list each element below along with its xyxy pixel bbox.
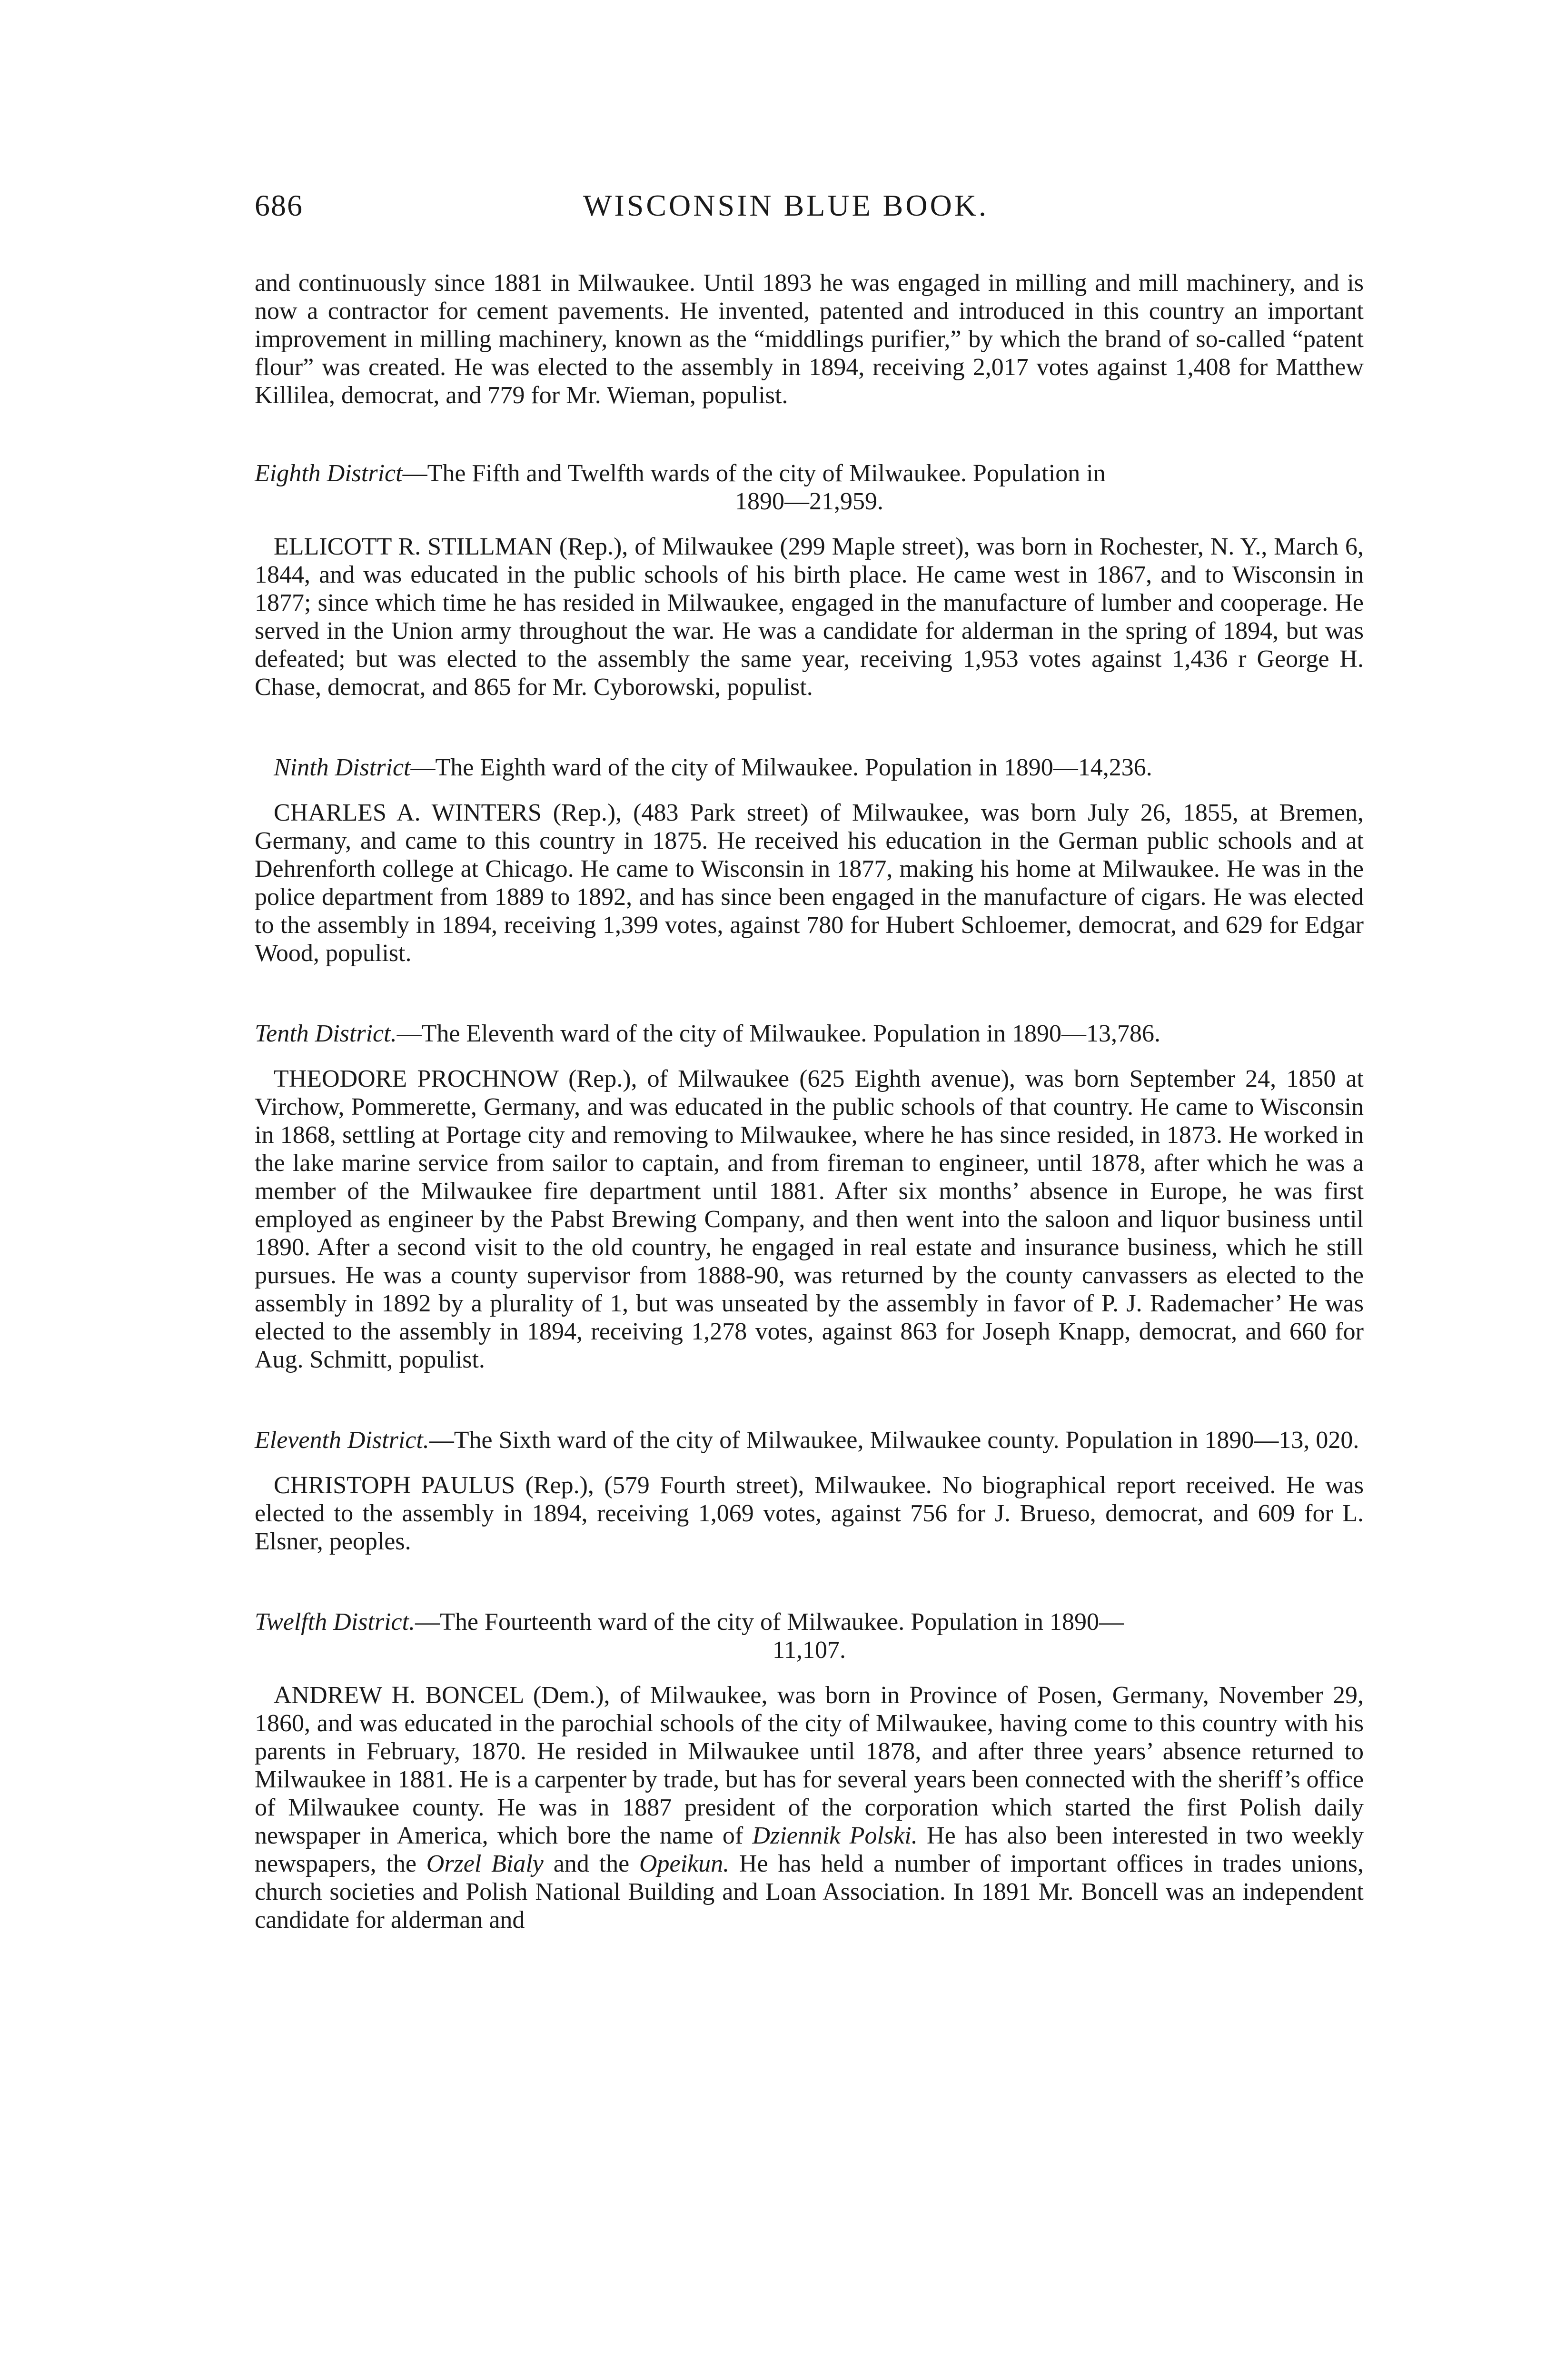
- biography-boncel: [255, 1681, 1364, 1934]
- district-heading-eighth: [255, 459, 1364, 516]
- district-name: Eleventh District.: [255, 1427, 429, 1454]
- biography-winters: CHARLES A. WINTERS (Rep.), (483 Park street) of Milwaukee, was born July 26, 1855, at Bremen, Germany, and came to this country in 1875. He received his education in the German public schools and at Dehrenforth college at Chicago. He came to Wisconsin in 1877, making his home at Milwaukee. He was in the police department from 1889 to 1892, and has since been engaged in the manufacture of cigars. He was elected to the assembly in 1894, receiving 1,399 votes, against 780 for Hubert Schloemer, democrat, and 629 for Edgar Wood, populist.: [255, 799, 1364, 967]
- biography-paulus: CHRISTOPH PAULUS (Rep.), (579 Fourth street), Milwaukee. No biographical report received. He was elected to the assembly in 1894, receiving 1,069 votes, against 756 for J. Brueso, democrat, and 609 for L. Elsner, peoples.: [255, 1472, 1364, 1555]
- running-head: WISCONSIN BLUE BOOK.: [583, 188, 989, 222]
- page-number: 686: [255, 188, 303, 222]
- district-population: 1890—21,959.: [735, 488, 883, 515]
- district-heading-eleventh: [255, 1426, 1364, 1454]
- district-heading-ninth: [255, 754, 1364, 782]
- district-name: Eighth District: [255, 460, 403, 487]
- district-description: —The Fifth and Twelfth wards of the city of Milwaukee. Population in: [402, 460, 1106, 487]
- biography-text: He has held a number of important offices in trades unions, church societies and Polish National Building and Loan Association. In 1891 Mr. Boncell was an independent candidate for alderman and: [255, 1850, 1364, 1934]
- biography-text: He has also been interested in two weekly newspapers, the: [255, 1822, 1364, 1877]
- biography-prochnow: THEODORE PROCHNOW (Rep.), of Milwaukee (625 Eighth avenue), was born September 24, 1850 at Virchow, Pommerette, Germany, and was educated in the public schools of that country. He came to Wisconsin in 1868, settling at Portage city and removing to Milwaukee, where he has since resided, in 1873. He worked in the lake marine service from sailor to captain, and from fireman to engineer, until 1878, after which he was a member of the Milwaukee fire department until 1881. After six months’ absence in Europe, he was first employed as engineer by the Pabst Brewing Company, and then went into the saloon and liquor business until 1890. After a second visit to the old country, he engaged in real estate and insurance business, which he still pursues. He was a county supervisor from 1888-90, was returned by the county canvassers as elected to the assembly in 1892 by a plurality of 1, but was unseated by the assembly in favor of P. J. Rademacher’ He was elected to the assembly in 1894, receiving 1,278 votes, against 863 for Joseph Knapp, democrat, and 660 for Aug. Schmitt, populist.: [255, 1065, 1364, 1373]
- newspaper-title: Dziennik Polski.: [752, 1822, 918, 1849]
- district-heading-twelfth: [255, 1608, 1364, 1664]
- district-name: Twelfth District.: [255, 1608, 416, 1636]
- district-population: 11,107.: [772, 1636, 846, 1664]
- biography-text: and the: [543, 1850, 639, 1877]
- district-description: —The Eleventh ward of the city of Milwaukee. Population in 1890—13,786.: [396, 1020, 1161, 1047]
- document-page: [255, 188, 1364, 1934]
- biography-text: ANDREW H. BONCEL (Dem.), of Milwaukee, was born in Province of Posen, Germany, November 29, 1860, and was educated in the parochial schools of the city of Milwaukee, having come to this country with his parents in February, 1870. He resided in Milwaukee until 1878, and after three years’ absence returned to Milwaukee in 1881. He is a carpenter by trade, but has for several years been connected with the sheriff’s office of Milwaukee county. He was in 1887 president of the corporation which started the first Polish daily newspaper in America, which bore the name of: [255, 1682, 1364, 1849]
- biography-stillman: ELLICOTT R. STILLMAN (Rep.), of Milwaukee (299 Maple street), was born in Rochester, N. Y., March 6, 1844, and was educated in the public schools of his birth place. He came west in 1867, and to Wisconsin in 1877; since which time he has resided in Milwaukee, engaged in the manufacture of lumber and cooperage. He served in the Union army throughout the war. He was a candidate for alderman in the spring of 1894, but was defeated; but was elected to the assembly the same year, receiving 1,953 votes against 1,436 r George H. Chase, democrat, and 865 for Mr. Cyborowski, populist.: [255, 533, 1364, 701]
- district-name: Tenth District.: [255, 1020, 397, 1047]
- newspaper-title: Opeikun.: [639, 1850, 730, 1877]
- district-description: —The Sixth ward of the city of Milwaukee, Milwaukee county. Population in 1890—13, 020.: [429, 1427, 1359, 1454]
- district-name: Ninth District: [274, 754, 411, 781]
- opening-paragraph: and continuously since 1881 in Milwaukee. Until 1893 he was engaged in milling and mill machinery, and is now a contractor for cement pavements. He invented, patented and introduced in this country an important improvement in milling machinery, known as the “middlings purifier,” by which the brand of so-called “patent flour” was created. He was elected to the assembly in 1894, receiving 2,017 votes against 1,408 for Matthew Killilea, democrat, and 779 for Mr. Wieman, populist.: [255, 269, 1364, 409]
- district-description: —The Fourteenth ward of the city of Milwaukee. Population in 1890—: [415, 1608, 1124, 1636]
- district-heading-tenth: [255, 1020, 1364, 1048]
- newspaper-title: Orzel Bialy: [426, 1850, 544, 1877]
- page-header: [255, 188, 1364, 240]
- district-description: —The Eighth ward of the city of Milwaukee. Population in 1890—14,236.: [410, 754, 1152, 781]
